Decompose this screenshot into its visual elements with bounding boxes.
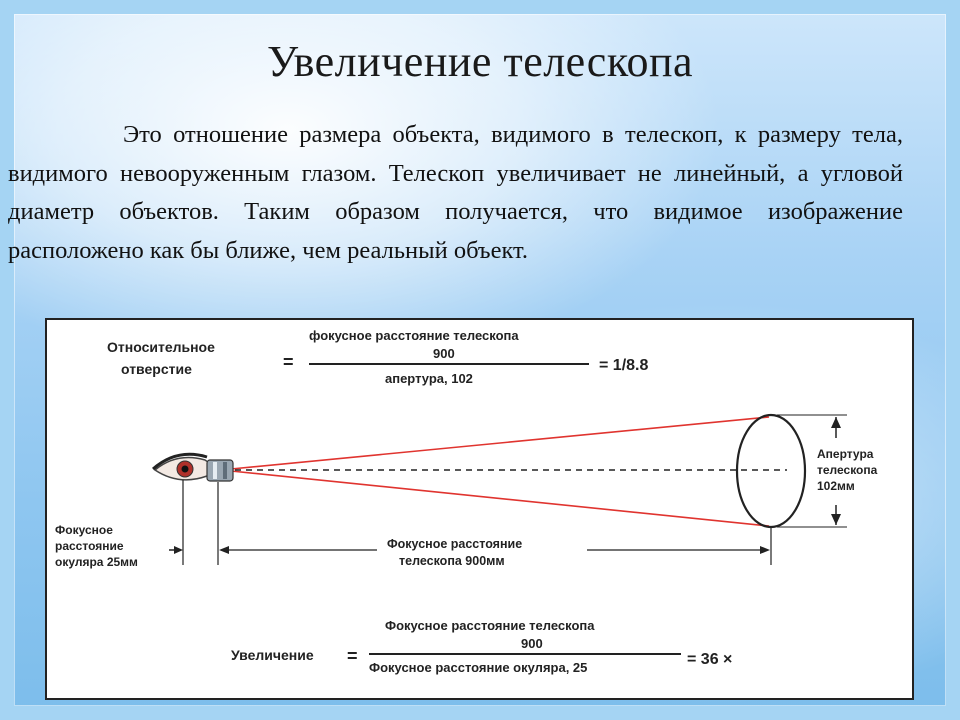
aperture-arrowhead-top <box>831 417 841 428</box>
mag-result: = 36 × <box>687 651 733 668</box>
slide-title: Увеличение телескопа <box>266 37 694 86</box>
mag-label: Увеличение <box>231 647 314 663</box>
mag-numerator: Фокусное расстояние телескопа <box>385 618 595 633</box>
mag-numerator-value: 900 <box>521 636 543 651</box>
telescope-focal-line2: телескопа 900мм <box>399 554 505 568</box>
eyepiece-icon <box>207 460 233 481</box>
lower-ray <box>231 471 769 526</box>
ratio-label-line2: отверстие <box>121 361 192 377</box>
telescope-focal-arrowhead-left <box>219 546 229 554</box>
objective-lens <box>737 415 805 527</box>
aperture-arrowhead-bottom <box>831 514 841 525</box>
eyepiece-line1: Фокусное <box>55 523 113 537</box>
aperture-line1: Апертура <box>817 447 874 461</box>
eye-icon <box>153 454 211 480</box>
eyepiece-focal-arrowhead <box>174 546 183 554</box>
eyepiece-line3: окуляра 25мм <box>55 555 138 569</box>
slide-paragraph: Это отношение размера объекта, видимого в телескоп, к размеру тела, видимого невооруженным глазом. Телескоп увеличивает не линейный, а угловой диаметр объектов. Таким образом получается, что видимое изображение расположено как бы ближе, чем реальный объект. <box>8 121 903 264</box>
ratio-denominator: апертура, 102 <box>385 371 473 386</box>
telescope-diagram <box>45 318 914 700</box>
aperture-line2: телескопа <box>817 463 878 477</box>
mag-denominator: Фокусное расстояние окуляра, 25 <box>369 660 588 675</box>
ratio-result: = 1/8.8 <box>599 357 649 374</box>
eyepiece-line2: расстояние <box>55 539 124 553</box>
ratio-numerator: фокусное расстояние телескопа <box>309 328 519 343</box>
mag-equals: = <box>347 646 358 666</box>
telescope-focal-line1: Фокусное расстояние <box>387 537 523 551</box>
ratio-equals: = <box>283 352 294 372</box>
aperture-line3: 102мм <box>817 479 855 493</box>
telescope-focal-arrowhead-right <box>760 546 770 554</box>
ratio-label-line1: Относительное <box>107 339 215 355</box>
ratio-numerator-value: 900 <box>433 346 455 361</box>
upper-ray <box>231 417 769 469</box>
